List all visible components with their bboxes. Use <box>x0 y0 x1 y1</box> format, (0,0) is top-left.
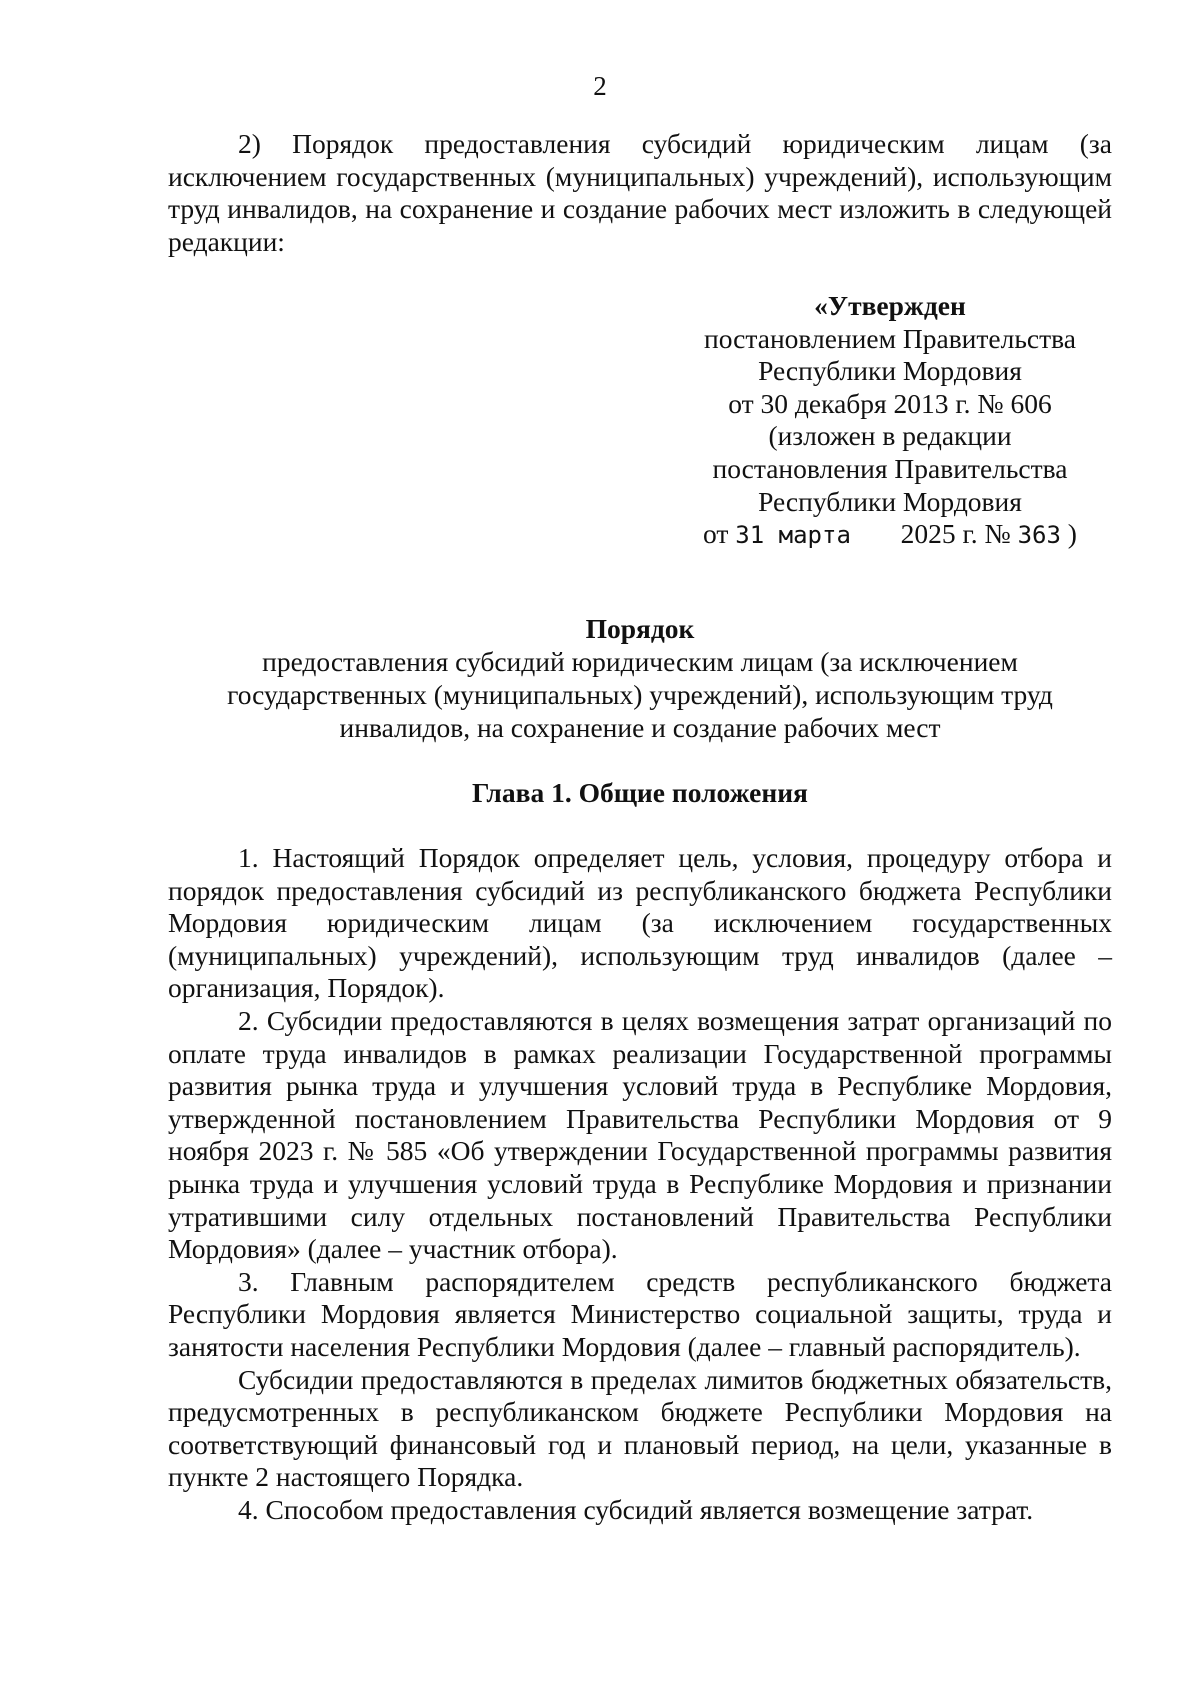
page-number: 2 <box>593 71 607 101</box>
approval-line: постановлением Правительства <box>704 322 1076 354</box>
body-paragraph: 1. Настоящий Порядок определяет цель, условия, процедуру отбора и порядок предоставления субсидий из республиканского бюджета Республики Мордовия юридическим лицам (за исключением государственных (муниципальных) учреждений), использующим труд инвалидов (далее – организация, Порядок). <box>168 842 1112 1004</box>
body-section <box>168 842 1112 1526</box>
approval-line: от 30 декабря 2013 г. № 606 <box>728 387 1052 419</box>
intro-paragraph: 2) Порядок предоставления субсидий юридическим лицам (за исключением государственных (муниципальных) учреждений), использующим труд инвалидов, на сохранение и создание рабочих мест изложить в следующей редакции: <box>168 128 1112 257</box>
body-paragraph: Субсидии предоставляются в пределах лимитов бюджетных обязательств, предусмотренных в республиканском бюджете Республики Мордовия на соответствующий финансовый год и плановый период, на цели, указанные в пункте 2 настоящего Порядка. <box>168 1363 1112 1493</box>
approval-line: постановления Правительства <box>712 452 1068 484</box>
document-title: Порядок <box>585 613 695 644</box>
document-subtitle: предоставления субсидий юридическим лицам (за исключением государственных (муниципальных) учреждений), использующим труд инвалидов, на сохранение и создание рабочих мест <box>227 646 1053 743</box>
approval-date-number: 363 <box>1017 521 1061 550</box>
approval-line: (изложен в редакции <box>768 420 1012 452</box>
approval-date-day-month: 31 марта <box>735 521 851 550</box>
body-paragraph: 3. Главным распорядителем средств республиканского бюджета Республики Мордовия является Министерство социальной защиты, труда и занятости населения Республики Мордовия (далее – главный распорядитель). <box>168 1265 1112 1362</box>
approval-date-suffix: ) <box>1067 518 1077 550</box>
approval-heading: «Утвержден <box>814 290 966 321</box>
chapter-title: Глава 1. Общие положения <box>472 777 808 808</box>
body-paragraph: 4. Способом предоставления субсидий является возмещение затрат. <box>238 1493 1034 1525</box>
approval-line: Республики Мордовия <box>758 355 1022 387</box>
document-title-block <box>168 612 1112 744</box>
approval-date-year: 2025 г. № <box>900 518 1011 550</box>
approval-line: Республики Мордовия <box>758 485 1022 517</box>
body-paragraph: 2. Субсидии предоставляются в целях возмещения затрат организаций по оплате труда инвалидов в рамках реализации Государственной программы развития рынка труда и улучшения условий труда в Республике Мордовия, утвержденной постановлением Правительства Республики Мордовия от 9 ноября 2023 г. № 585 «Об утверждении Государственной программы развития рынка труда и улучшения условий труда в Республике Мордовия и признании утратившими силу отдельных постановлений Правительства Республики Мордовия» (далее – участник отбора). <box>168 1004 1112 1265</box>
approval-date-line <box>660 518 1120 552</box>
approval-date-prefix: от <box>703 518 729 550</box>
approval-stamp <box>660 290 1120 552</box>
intro-section <box>168 128 1112 258</box>
